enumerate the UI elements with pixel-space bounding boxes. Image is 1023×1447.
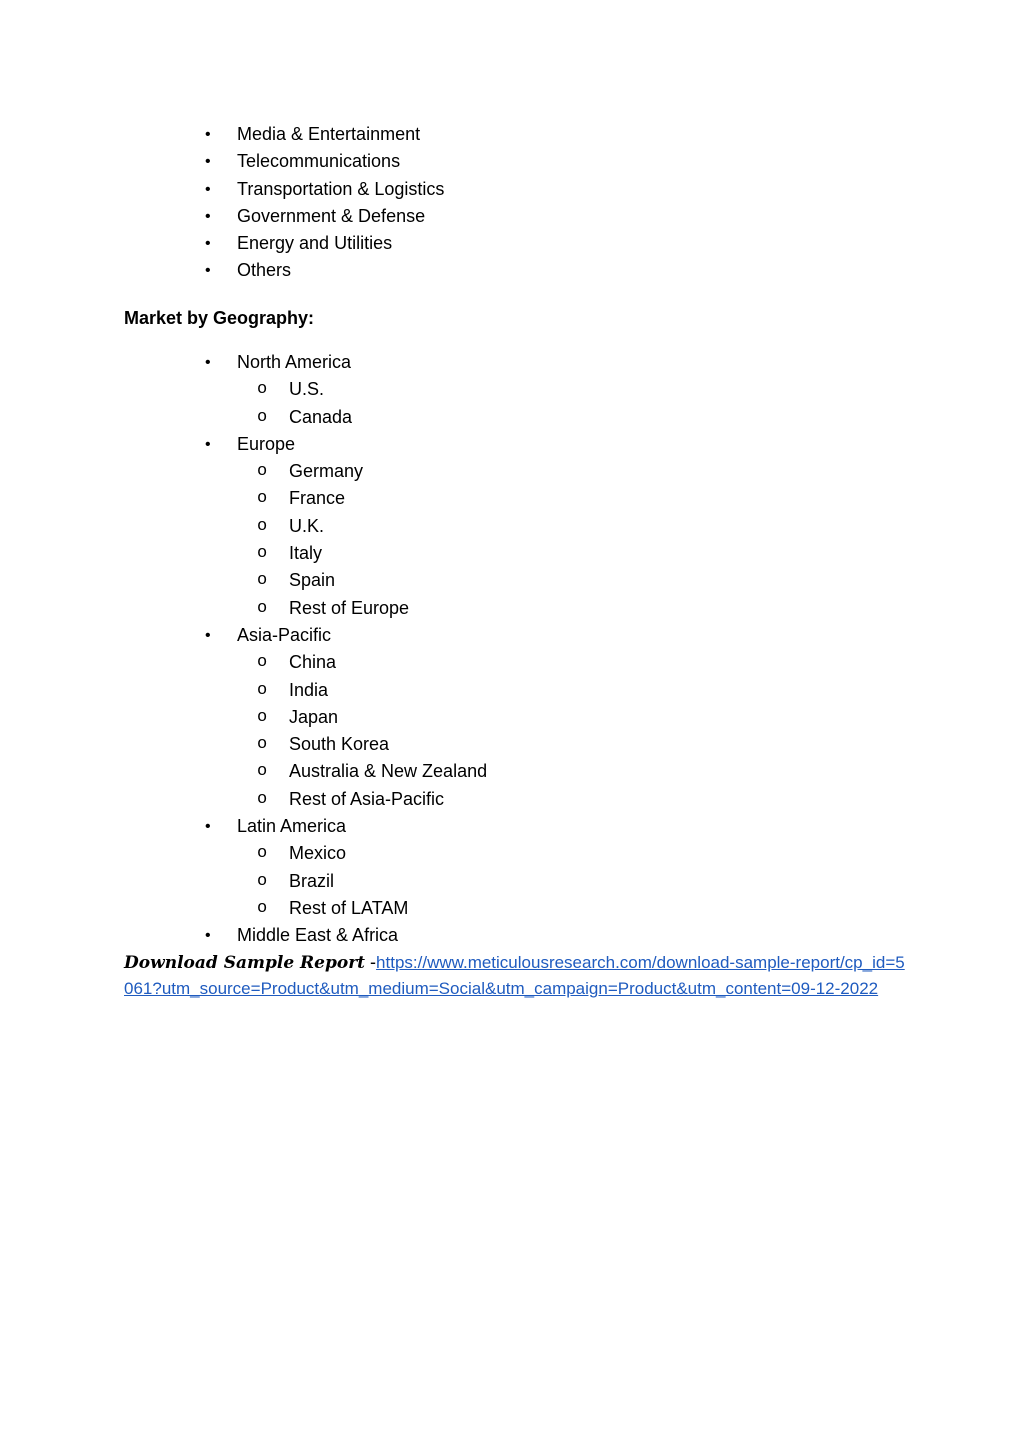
region-item [0,349,1023,376]
sub-bullet-icon: o [257,898,268,918]
country-item-label: India [289,679,329,700]
download-sample-link[interactable]: https://www.meticulousresearch.com/download-sample-report/cp_id=5061?utm_source=Product&utm_medium=Social&utm_campaign=Product&utm_content=09-12-2022 [124,953,905,998]
region-item-label: Asia-Pacific [237,624,332,645]
bullet-icon: • [205,153,211,171]
sub-bullet-icon: o [257,380,268,400]
country-item [0,704,1023,731]
industry-item-label: Telecommunications [237,151,401,172]
country-item [0,868,1023,895]
country-item [0,540,1023,567]
region-item [0,622,1023,649]
geography-list [0,349,1023,950]
bullet-icon: • [205,207,211,225]
industry-item [0,203,1023,230]
country-item [0,376,1023,403]
region-item-label: Middle East & Africa [237,925,399,946]
country-item [0,677,1023,704]
industry-list [0,121,1023,285]
country-item [0,840,1023,867]
sub-bullet-icon: o [257,653,268,673]
industry-item [0,176,1023,203]
country-item-label: Mexico [289,843,347,864]
country-item-label: Germany [289,461,364,482]
country-item-label: Canada [289,406,353,427]
sub-bullet-icon: o [257,707,268,727]
country-item-label: South Korea [289,734,390,755]
region-item [0,431,1023,458]
bullet-icon: • [205,435,211,453]
region-item-label: North America [237,352,352,372]
bullet-icon: • [205,180,211,198]
country-item [0,595,1023,622]
industry-item [0,148,1023,175]
bullet-icon: • [205,262,211,280]
country-item-label: Brazil [289,870,335,891]
sub-bullet-icon: o [257,680,268,700]
country-item [0,786,1023,813]
geography-heading: Market by Geography: [124,308,315,328]
sub-bullet-icon: o [257,544,268,564]
sub-bullet-icon: o [257,789,268,809]
sub-bullet-icon: o [257,516,268,536]
industry-item [0,121,1023,148]
country-item [0,731,1023,758]
country-item [0,895,1023,922]
country-item-label: U.K. [289,515,325,536]
country-item [0,485,1023,512]
industry-item-label: Media & Entertainment [237,124,421,144]
country-item-label: Rest of LATAM [289,897,409,918]
country-item-label: Australia & New Zealand [289,761,488,782]
industry-item-label: Energy and Utilities [237,233,393,254]
industry-item-label: Government & Defense [237,205,426,226]
sub-bullet-icon: o [257,489,268,509]
bullet-icon: • [205,235,211,253]
country-item [0,404,1023,431]
download-paragraph [124,950,914,1001]
country-item-label: Italy [289,543,323,564]
region-item-label: Europe [237,433,296,454]
industry-item-label: Transportation & Logistics [237,178,445,199]
country-item [0,758,1023,785]
sub-bullet-icon: o [257,407,268,427]
industry-item [0,257,1023,284]
region-item-label: Latin America [237,816,347,837]
country-item-label: U.S. [289,379,325,400]
bullet-icon: • [205,927,211,945]
sub-bullet-icon: o [257,598,268,618]
bullet-icon: • [205,126,211,143]
country-item-label: Rest of Europe [289,597,410,618]
industry-item [0,230,1023,257]
country-item-label: Japan [289,706,339,727]
country-item-label: Rest of Asia-Pacific [289,788,445,809]
country-item [0,649,1023,676]
sub-bullet-icon: o [257,571,268,591]
sub-bullet-icon: o [257,844,268,864]
country-item [0,513,1023,540]
bullet-icon: • [205,626,211,644]
bullet-icon: • [205,818,211,836]
sub-bullet-icon: o [257,735,268,755]
bullet-icon: • [205,354,211,371]
sub-bullet-icon: o [257,462,268,482]
country-item-label: China [289,652,337,673]
country-item [0,458,1023,485]
sub-bullet-icon: o [257,762,268,782]
region-item [0,813,1023,840]
region-item [0,922,1023,949]
download-label: Download Sample Report [124,953,366,973]
download-separator: - [370,952,377,972]
country-item-label: Spain [289,570,336,591]
sub-bullet-icon: o [257,871,268,891]
industry-item-label: Others [237,260,292,281]
country-item-label: France [289,488,346,509]
country-item [0,567,1023,594]
